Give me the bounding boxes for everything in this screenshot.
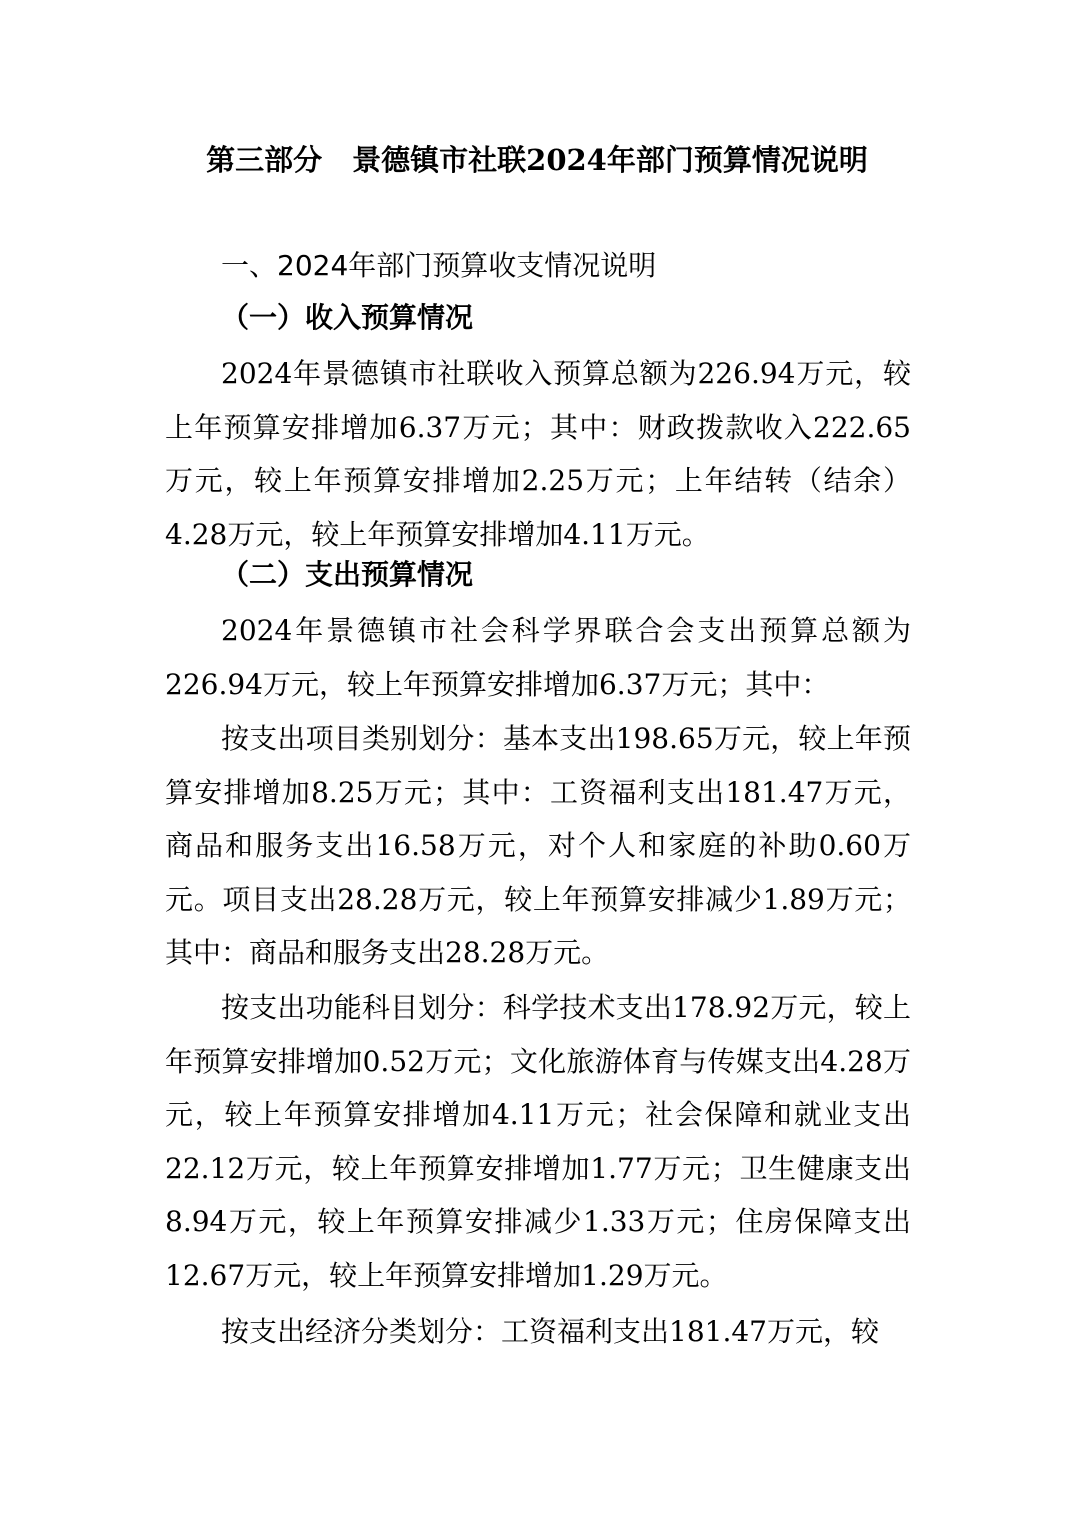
paragraph-expense-by-project-type: 按支出项目类别划分：基本支出198.65万元，较上年预算安排增加8.25万元；其中：工资福利支出181.47万元，商品和服务支出16.58万元，对个人和家庭的补助0.60万元。项目支出28.28万元，较上年预算安排减少1.89万元；其中：商品和服务支出28.28万元。 bbox=[165, 722, 911, 969]
paragraph-income-budget: 2024年景德镇市社联收入预算总额为226.94万元，较上年预算安排增加6.37万元；其中：财政拨款收入222.65万元，较上年预算安排增加2.25万元；上年结转（结余）4.28万元，较上年预算安排增加4.11万元。 bbox=[165, 357, 911, 551]
subheading-income-budget: （一）收入预算情况 bbox=[221, 301, 474, 334]
document-title bbox=[0, 138, 1074, 182]
paragraph-expense-by-function: 按支出功能科目划分：科学技术支出178.92万元，较上年预算安排增加0.52万元；文化旅游体育与传媒支出4.28万元，较上年预算安排增加4.11万元；社会保障和就业支出22.12万元，较上年预算安排增加1.77万元；卫生健康支出8.94万元，较上年预算安排减少1.33万元；住房保障支出12.67万元，较上年预算安排增加1.29万元。 bbox=[165, 991, 911, 1292]
title-text: 景德镇市社联2024年部门预算情况说明 bbox=[352, 143, 868, 177]
title-part: 第三部分 bbox=[206, 143, 323, 177]
subheading-expense-budget: （二）支出预算情况 bbox=[221, 558, 474, 591]
paragraph-expense-total: 2024年景德镇市社会科学界联合会支出预算总额为226.94万元，较上年预算安排增加6.37万元；其中： bbox=[165, 614, 911, 701]
section-heading-budget-overview: 一、2024年部门预算收支情况说明 bbox=[221, 249, 657, 282]
paragraph-expense-by-economic-class: 按支出经济分类划分：工资福利支出181.47万元，较 bbox=[221, 1315, 879, 1348]
